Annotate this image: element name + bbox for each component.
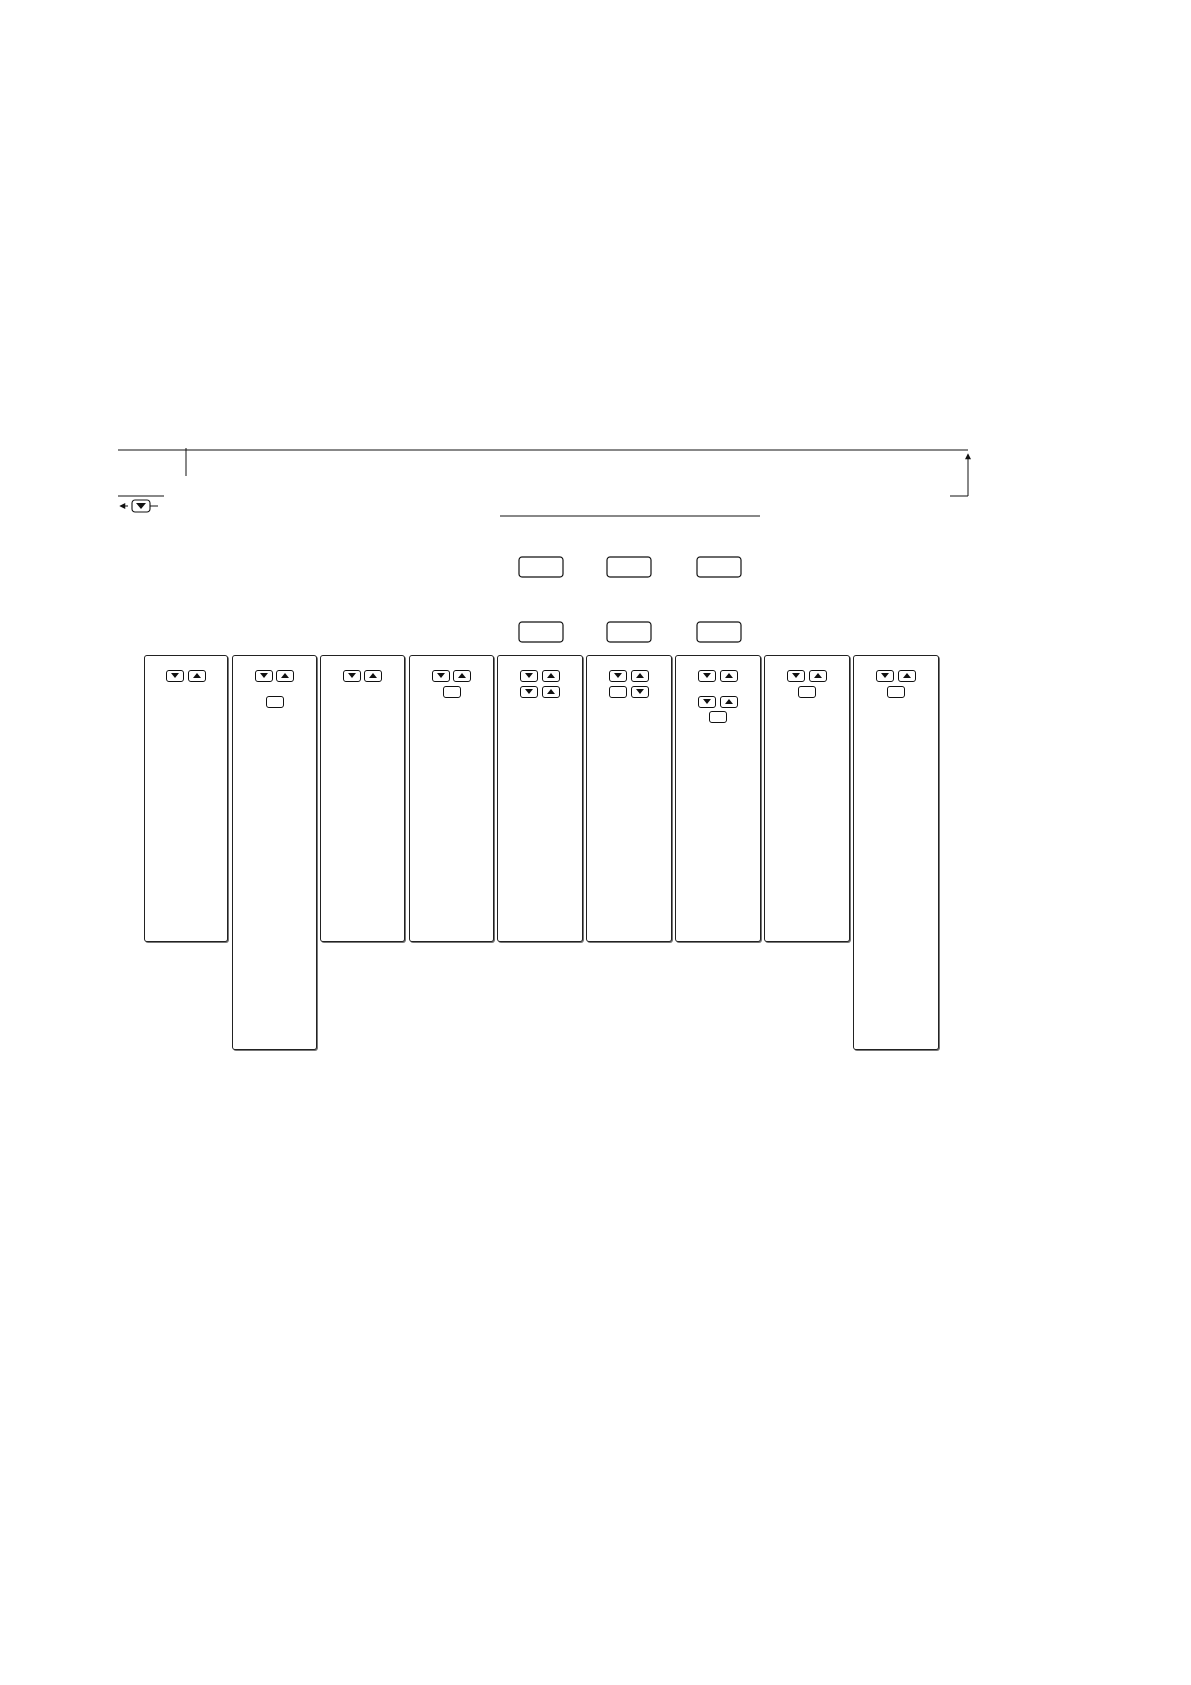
down-key-icon (876, 670, 894, 682)
down-key-icon (166, 670, 184, 682)
down-key-icon (698, 670, 716, 682)
up-key-icon (720, 696, 738, 708)
e-key-icon (609, 686, 627, 698)
panel-local-grand-total (586, 655, 672, 942)
down-key-icon (343, 670, 361, 682)
up-key-icon (542, 686, 560, 698)
up-key-icon (898, 670, 916, 682)
down-key-icon (432, 670, 450, 682)
down-key-icon (631, 686, 649, 698)
up-key-icon (631, 670, 649, 682)
code-zero-display (697, 622, 741, 642)
clr-no-display (697, 557, 741, 577)
clr-gtot-display (607, 557, 651, 577)
off-display-2 (607, 622, 651, 642)
down-key-icon (609, 670, 627, 682)
clr-tot-display (519, 557, 563, 577)
p-key-icon (443, 686, 461, 698)
up-key-icon (276, 670, 294, 682)
panel-factory-defaults (853, 655, 939, 1050)
up-key-icon (188, 670, 206, 682)
p-key-icon (887, 686, 905, 698)
down-key-icon (698, 696, 716, 708)
panel-grand-total (675, 655, 761, 942)
local-clear-subtree (519, 557, 741, 642)
up-key-icon (453, 670, 471, 682)
p-key-icon (266, 696, 284, 708)
panel-filter (232, 655, 317, 1050)
panel-local-total (497, 655, 583, 942)
p-key-icon (798, 686, 816, 698)
up-key-icon (720, 670, 738, 682)
down-key-icon (520, 670, 538, 682)
off-display-1 (519, 622, 563, 642)
panel-direction (320, 655, 405, 942)
p-key-icon (709, 711, 727, 723)
down-key-icon (255, 670, 273, 682)
down-key-icon (787, 670, 805, 682)
down-key-icon (520, 686, 538, 698)
panel-timebase (144, 655, 228, 942)
up-key-icon (364, 670, 382, 682)
panel-reset-value (409, 655, 494, 942)
up-key-icon (542, 670, 560, 682)
up-key-icon (809, 670, 827, 682)
panel-security-code (764, 655, 850, 942)
